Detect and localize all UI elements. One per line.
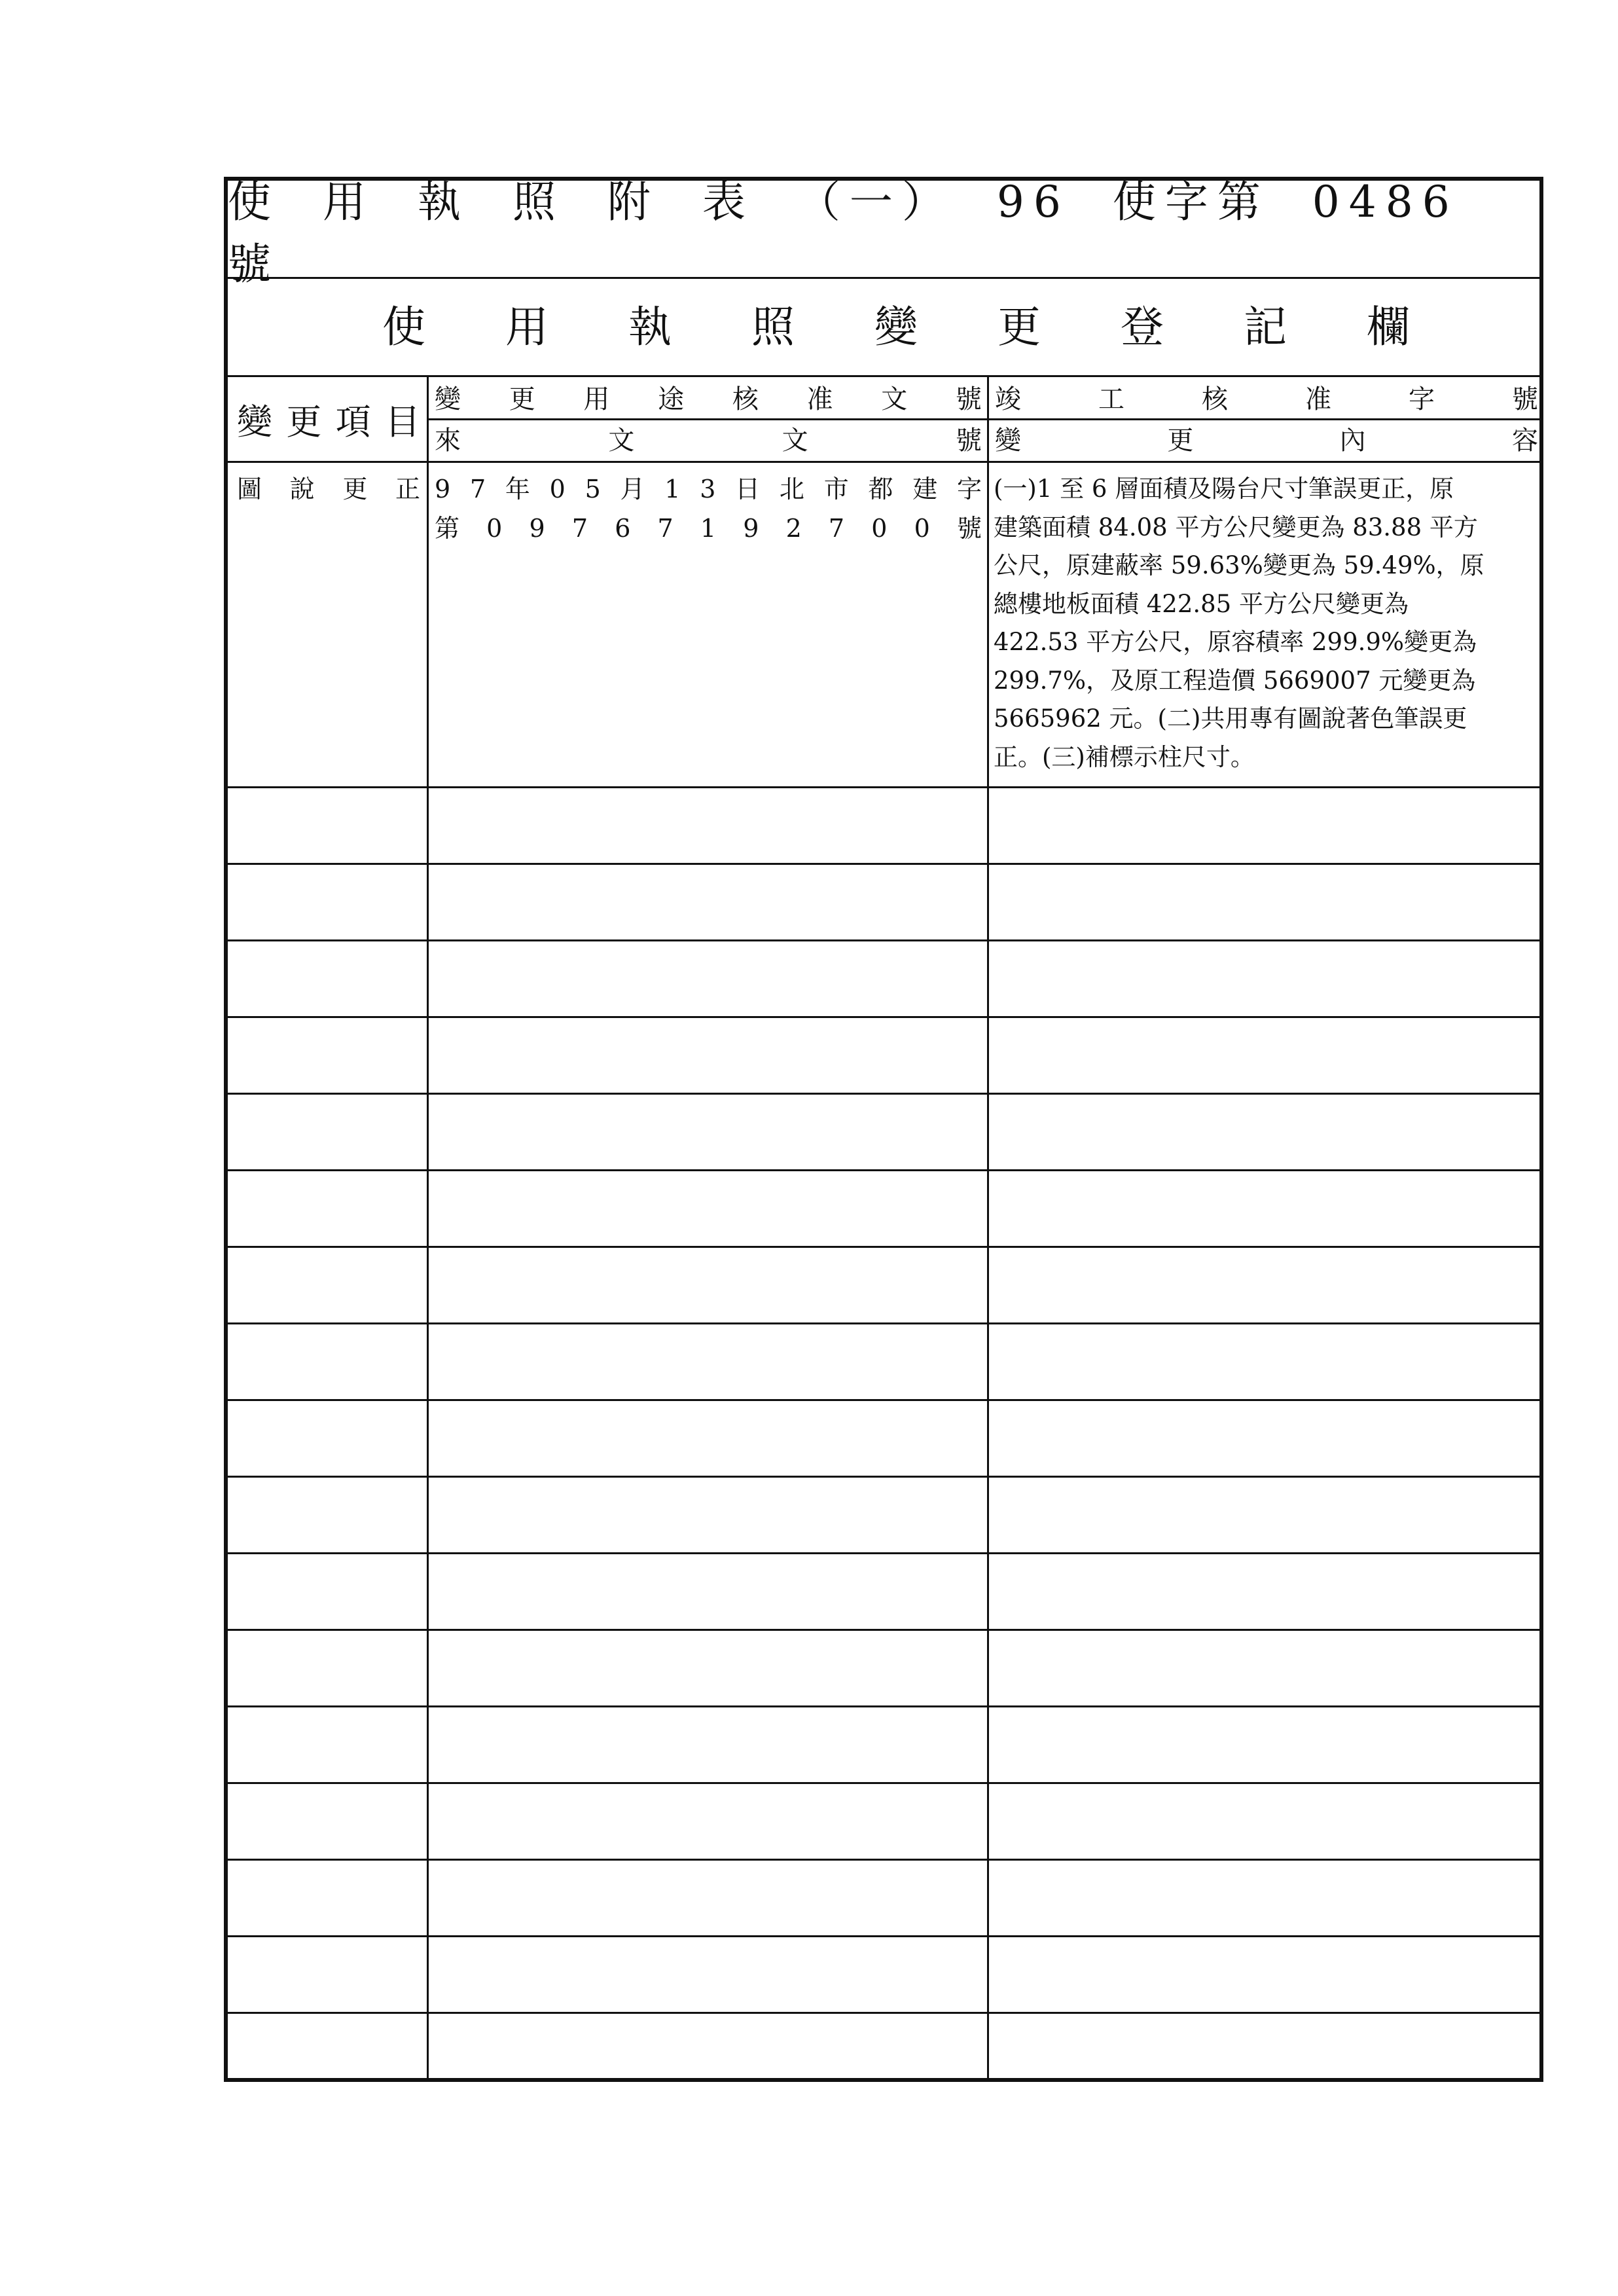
record-doc-number: 第 0 9 7 6 7 1 9 2 7 0 0 號 [435, 514, 982, 543]
content-line: 總樓地板面積 422.85 平方公尺變更為 [994, 589, 1409, 618]
record-change-item: 圖 說 更 正 [237, 475, 420, 503]
row-line [228, 1016, 1539, 1018]
column-divider [427, 377, 429, 2078]
header-source-doc-no: 來 文 文 號 [435, 426, 982, 456]
row-line [228, 1935, 1539, 1937]
row-line [228, 1322, 1539, 1324]
content-line: (一)1 至 6 層面積及陽台尺寸筆誤更正，原 [994, 475, 1454, 503]
content-line: 公尺，原建蔽率 59.63%變更為 59.49%，原 [994, 551, 1484, 579]
subtitle-char: 登 [1121, 302, 1164, 352]
row-line [228, 786, 1539, 788]
column-divider [987, 377, 989, 2078]
row-line [228, 1859, 1539, 1861]
row-line [228, 1169, 1539, 1171]
subtitle-char: 使 [382, 302, 425, 352]
subtitle-char: 變 [874, 302, 918, 352]
row-line [228, 939, 1539, 941]
subtitle-char: 記 [1244, 302, 1287, 352]
row-line [228, 2012, 1539, 2014]
record-doc-date: 9 7 年 0 5 月 1 3 日 北 市 都 建 字 [435, 475, 982, 503]
record-change-content [994, 470, 1537, 776]
row-line [228, 1399, 1539, 1401]
header-split-line [427, 418, 1539, 420]
row-line [228, 1782, 1539, 1784]
content-line: 422.53 平方公尺，原容積率 299.9%變更為 [994, 628, 1477, 656]
header-approval-doc-no: 變 更 用 途 核 准 文 號 [435, 384, 982, 414]
row-line [228, 1705, 1539, 1707]
row-line [228, 1552, 1539, 1554]
content-line: 5665962 元。(二)共用專有圖說著色筆誤更 [994, 704, 1467, 733]
header-change-item: 變 更 項 目 [237, 401, 420, 443]
subtitle-char: 更 [998, 302, 1041, 352]
header-change-content: 變 更 內 容 [995, 426, 1538, 456]
content-line: 正。(三)補標示柱尺寸。 [994, 742, 1255, 771]
subtitle-char: 用 [505, 302, 548, 352]
header-completion-approval-no: 竣 工 核 准 字 號 [995, 384, 1538, 414]
subtitle-char: 執 [628, 302, 672, 352]
header-bottom-line [228, 461, 1539, 463]
row-line [228, 863, 1539, 865]
content-line: 299.7%，及原工程造價 5669007 元變更為 [994, 666, 1476, 695]
usage-permit-change-form [224, 177, 1543, 2082]
form-title: 使 用 執 照 附 表 （一） 96 使字第 0486 號 [228, 181, 1539, 279]
row-line [228, 1476, 1539, 1478]
row-line [228, 1246, 1539, 1248]
row-line [228, 1629, 1539, 1631]
subtitle-char: 欄 [1367, 302, 1410, 352]
row-line [228, 1093, 1539, 1095]
content-line: 建築面積 84.08 平方公尺變更為 83.88 平方 [994, 513, 1478, 541]
form-subtitle [228, 279, 1539, 377]
subtitle-char: 照 [751, 302, 795, 352]
